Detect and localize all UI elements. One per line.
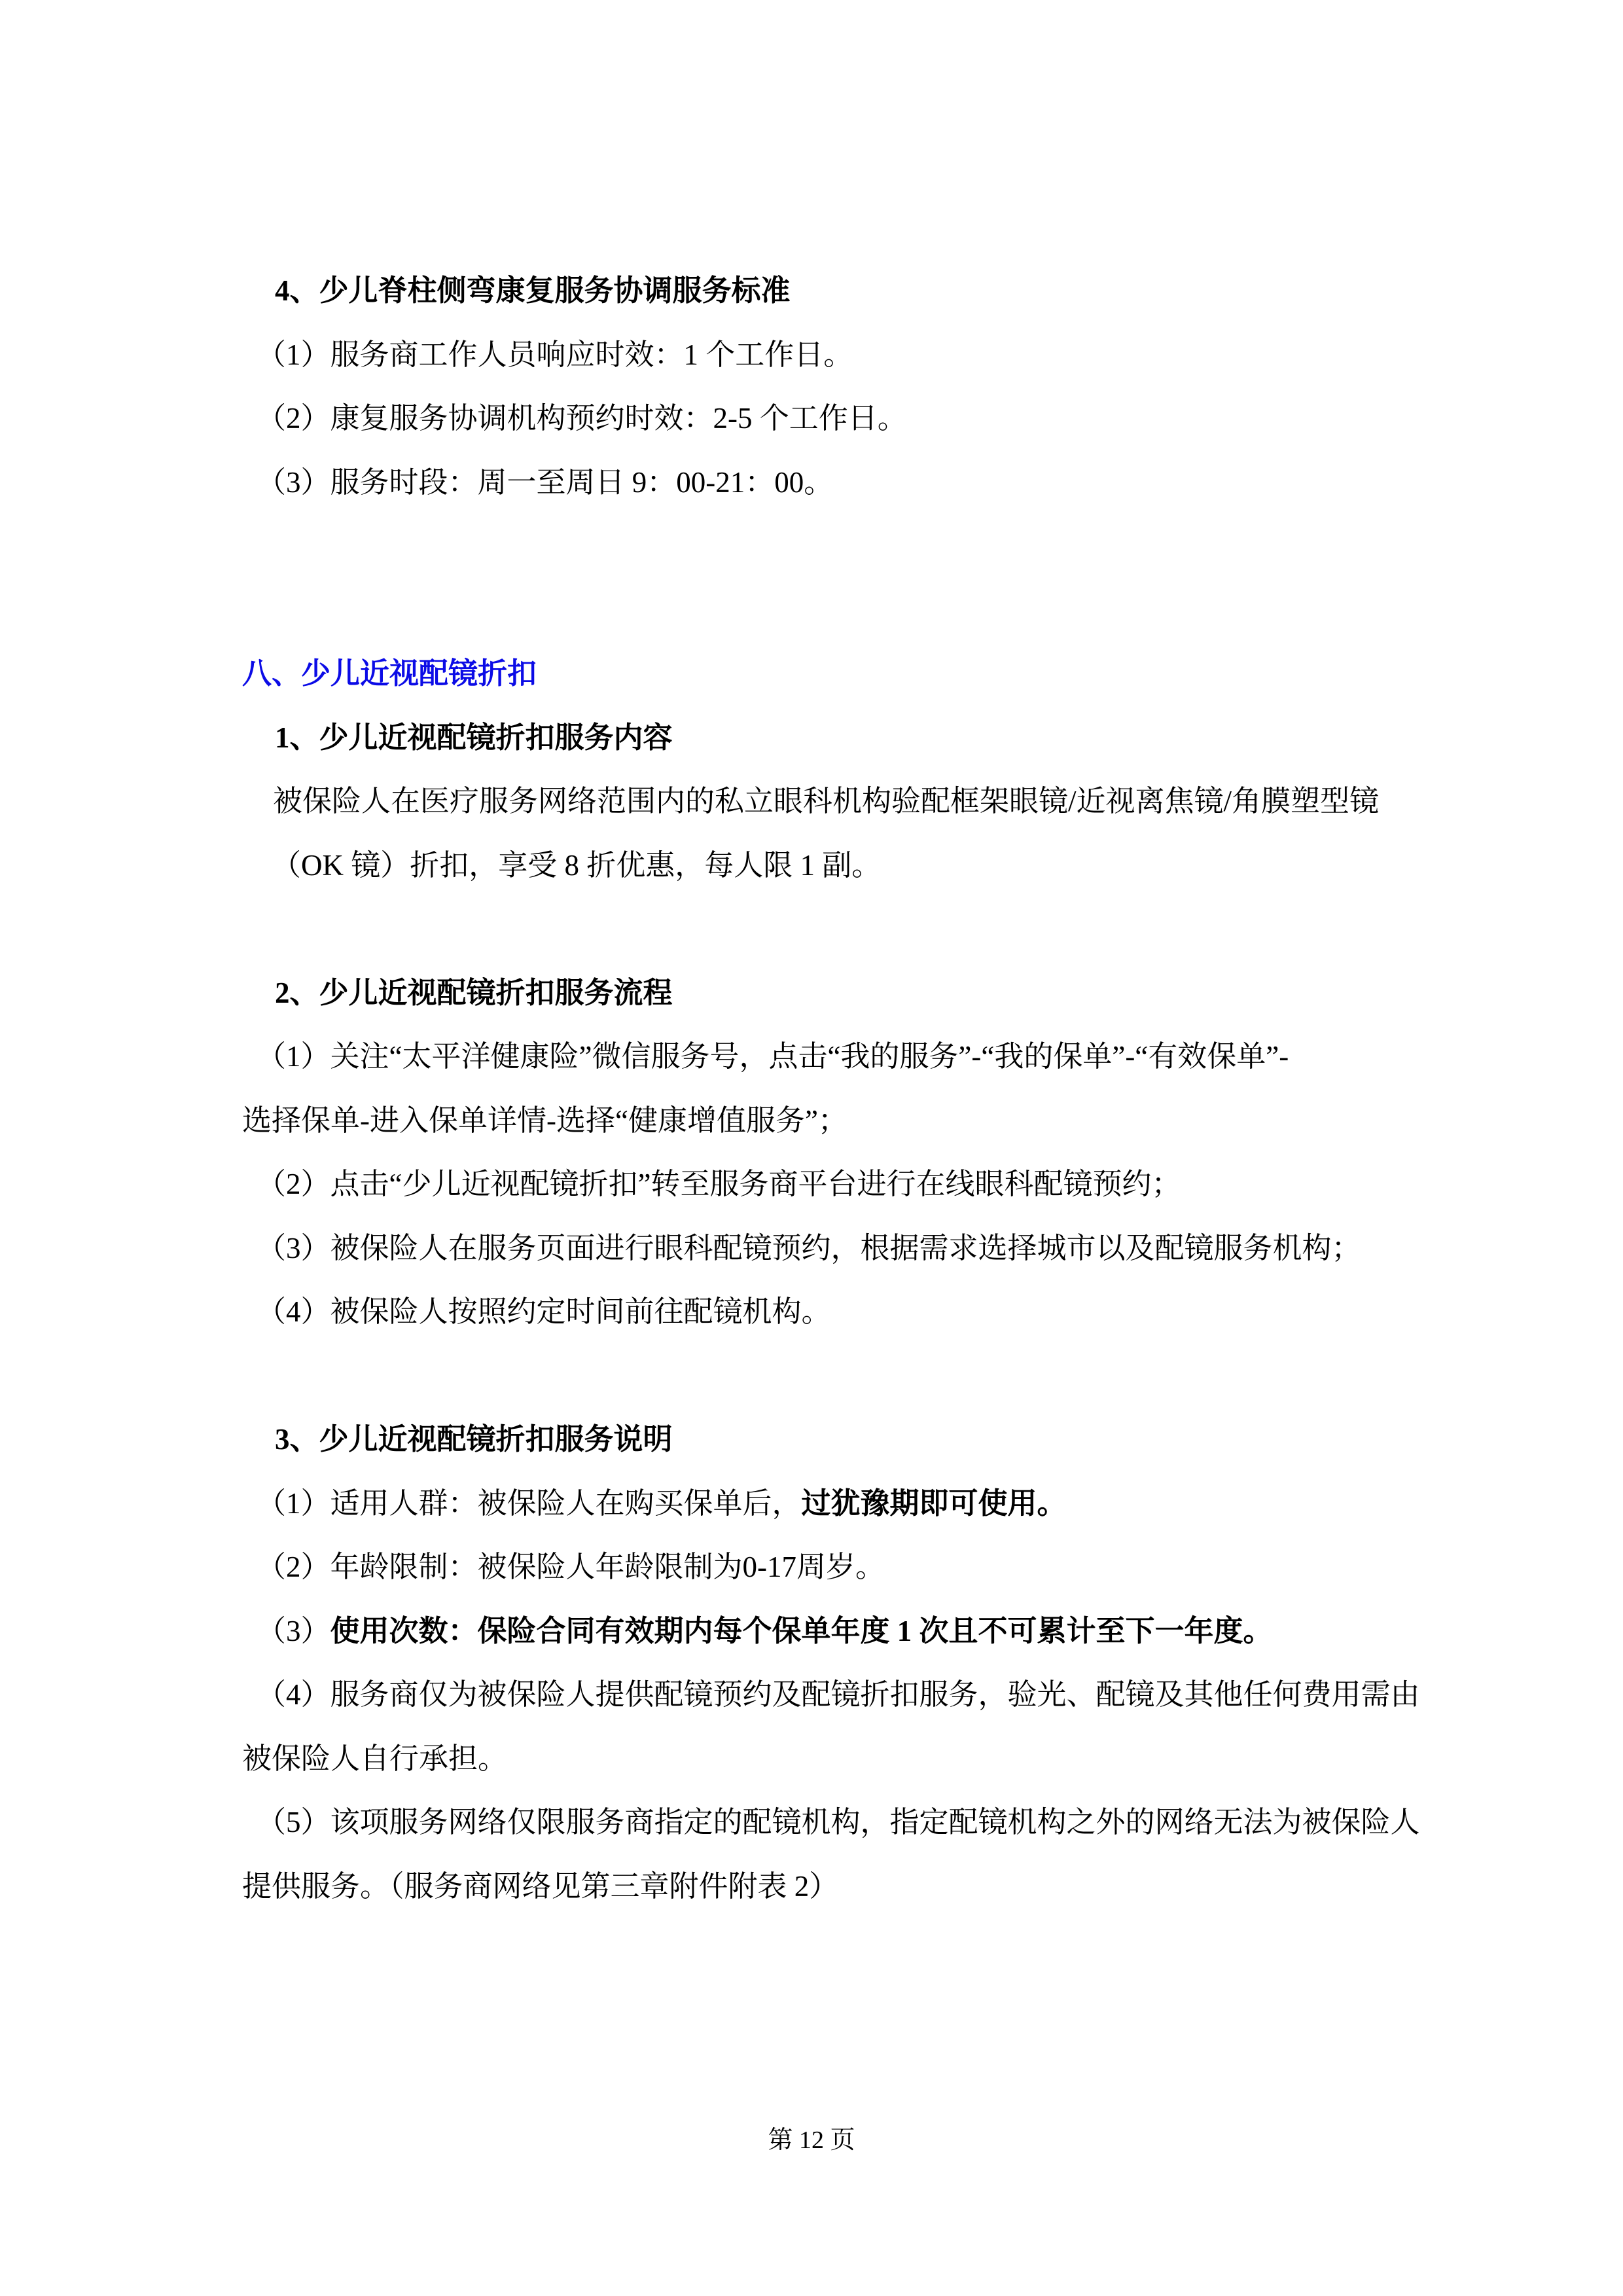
section8-heading: 八、少儿近视配镜折扣 [242, 657, 537, 690]
service-notes-item-1-text: （1）适用人群：被保险人在购买保单后， [257, 1486, 802, 1520]
page-number: 第 12 页 [768, 2126, 855, 2154]
service-process-item-1-line-2: 选择保单-进入保单详情-选择“健康增值服务”； [242, 1103, 847, 1137]
service-notes-item-1-bold-text: 过犹豫期即可使用。 [801, 1486, 1067, 1520]
document-content [242, 259, 1420, 1918]
rehab-standard-item-1: （1）服务商工作人员响应时效：1 个工作日。 [257, 338, 853, 371]
service-process-item-1-line-1: （1）关注“太平洋健康险”微信服务号，点击“我的服务”-“我的保单”-“有效保单”- [257, 1040, 1289, 1073]
service-content-line-2: （OK 镜）折扣，享受 8 折优惠，每人限 1 副。 [272, 848, 882, 882]
service-notes-item-3-bold-text: 使用次数：保险合同有效期内每个保单年度 1 次且不可累计至下一年度。 [330, 1614, 1273, 1647]
service-notes-item-5-line-2: 提供服务。（服务商网络见第三章附件附表 2） [242, 1869, 839, 1903]
service-process-item-2: （2）点击“少儿近视配镜折扣”转至服务商平台进行在线眼科配镜预约； [257, 1168, 1181, 1200]
service-process-item-3: （3）被保险人在服务页面进行眼科配镜预约，根据需求选择城市以及配镜服务机构； [257, 1231, 1361, 1265]
service-content-line-1: 被保险人在医疗服务网络范围内的私立眼科机构验配框架眼镜/近视离焦镜/角膜塑型镜 [273, 785, 1380, 817]
service-notes-item-4-line-1: （4）服务商仅为被保险人提供配镜预约及配镜折扣服务，验光、配镜及其他任何费用需由 [257, 1678, 1420, 1711]
rehab-standard-item-3: （3）服务时段：周一至周日 9：00-21：00。 [257, 465, 834, 499]
service-process-item-4: （4）被保险人按照约定时间前往配镜机构。 [257, 1295, 831, 1328]
service-notes-item-3 [242, 1600, 1384, 1664]
service-notes-item-1 [242, 1472, 1384, 1536]
service-notes-item-3-marker: （3） [257, 1614, 330, 1647]
rehab-standard-item-2: （2）康复服务协调机构预约时效：2-5 个工作日。 [257, 402, 907, 435]
service-notes-item-2: （2）年龄限制：被保险人年龄限制为0-17周岁。 [257, 1551, 885, 1583]
service-content-heading: 1、少儿近视配镜折扣服务内容 [275, 721, 673, 754]
service-process-heading: 2、少儿近视配镜折扣服务流程 [275, 976, 673, 1009]
service-notes-heading: 3、少儿近视配镜折扣服务说明 [275, 1423, 673, 1456]
service-notes-item-5-line-1: （5）该项服务网络仅限服务商指定的配镜机构，指定配镜机构之外的网络无法为被保险人 [257, 1806, 1420, 1839]
service-notes-item-4-line-2: 被保险人自行承担。 [242, 1742, 508, 1775]
rehab-standard-heading: 4、少儿脊柱侧弯康复服务协调服务标准 [275, 274, 791, 307]
